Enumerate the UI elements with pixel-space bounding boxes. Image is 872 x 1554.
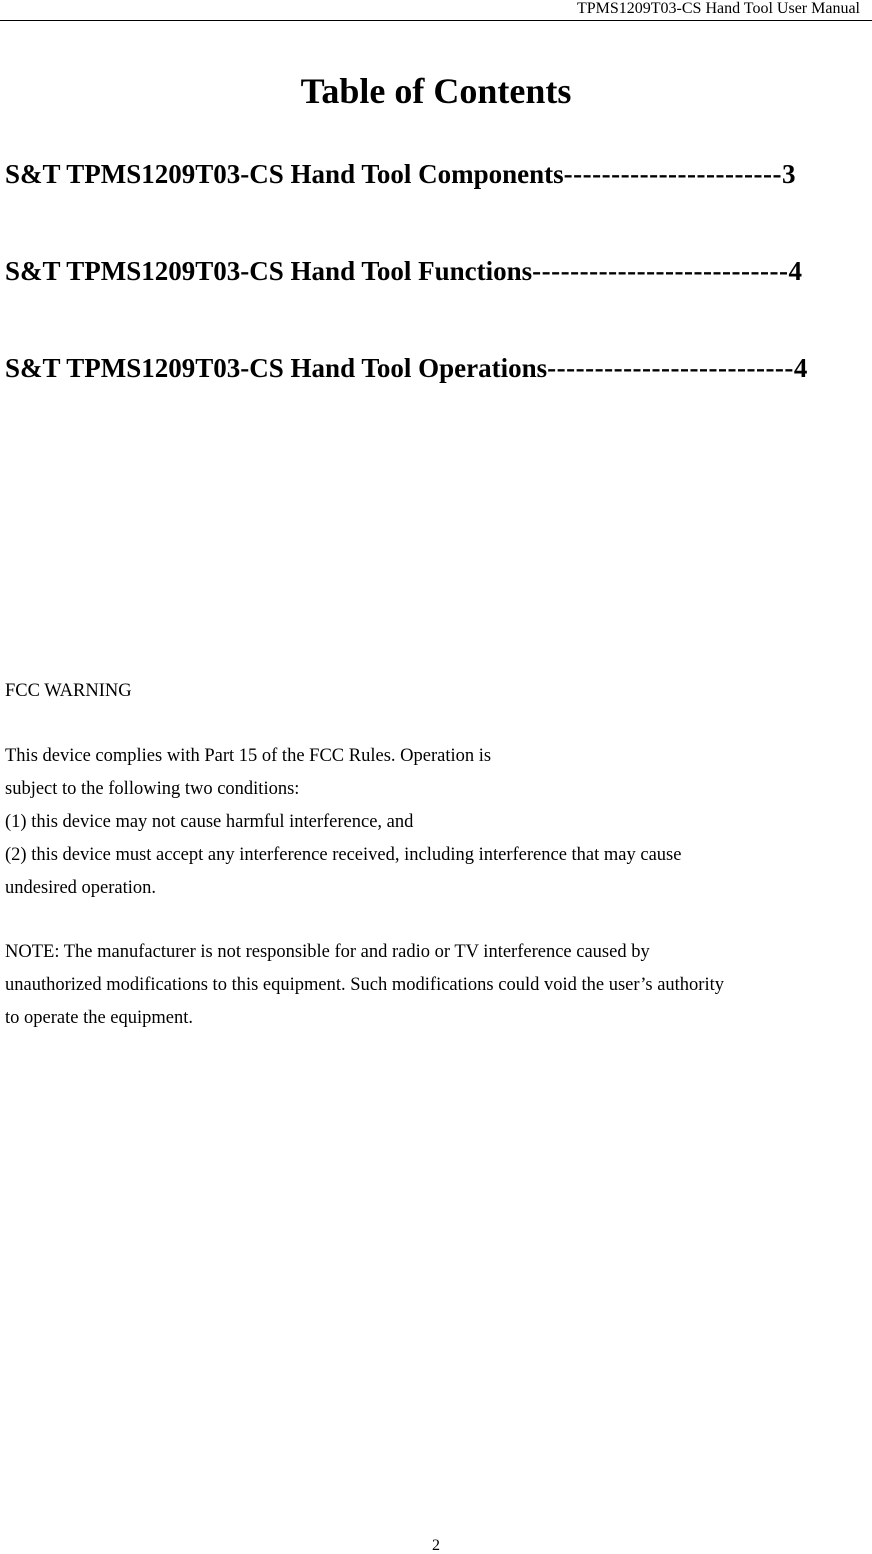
header-title: TPMS1209T03-CS Hand Tool User Manual	[576, 0, 860, 17]
fcc-line: This device complies with Part 15 of the FCC Rules. Operation is	[5, 746, 492, 766]
toc-entry-label: S&T TPMS1209T03-CS Hand Tool Functions	[5, 256, 533, 286]
toc-entry-components[interactable]	[5, 156, 795, 192]
page-number: 2	[432, 1537, 440, 1554]
toc-entry-label: S&T TPMS1209T03-CS Hand Tool Components	[5, 159, 564, 189]
page-header	[0, 0, 872, 21]
toc-entry-page: 4	[793, 353, 808, 383]
toc-title: Table of Contents	[300, 71, 572, 111]
toc-entry-functions[interactable]	[5, 253, 802, 289]
toc-entry-leader: --------------------------	[547, 353, 794, 383]
toc-entry-label: S&T TPMS1209T03-CS Hand Tool Operations	[5, 353, 548, 383]
toc-entry-page: 3	[781, 159, 796, 189]
fcc-line: (1) this device may not cause harmful interference, and	[5, 812, 414, 832]
fcc-line: (2) this device must accept any interference received, including interference that may cause	[5, 845, 682, 865]
toc-entry-leader: -----------------------	[563, 159, 782, 189]
toc-entry-operations[interactable]	[5, 350, 807, 386]
fcc-line: subject to the following two conditions:	[5, 779, 300, 799]
fcc-heading: FCC WARNING	[5, 681, 132, 701]
fcc-note-line: NOTE: The manufacturer is not responsible for and radio or TV interference caused by	[5, 942, 650, 962]
fcc-line: undesired operation.	[5, 878, 157, 898]
toc-entry-page: 4	[788, 256, 802, 286]
fcc-note-line: to operate the equipment.	[5, 1008, 194, 1028]
fcc-note-line: unauthorized modifications to this equipment. Such modifications could void the user’s authority	[5, 975, 724, 995]
toc-entry-leader: ---------------------------	[532, 256, 789, 286]
